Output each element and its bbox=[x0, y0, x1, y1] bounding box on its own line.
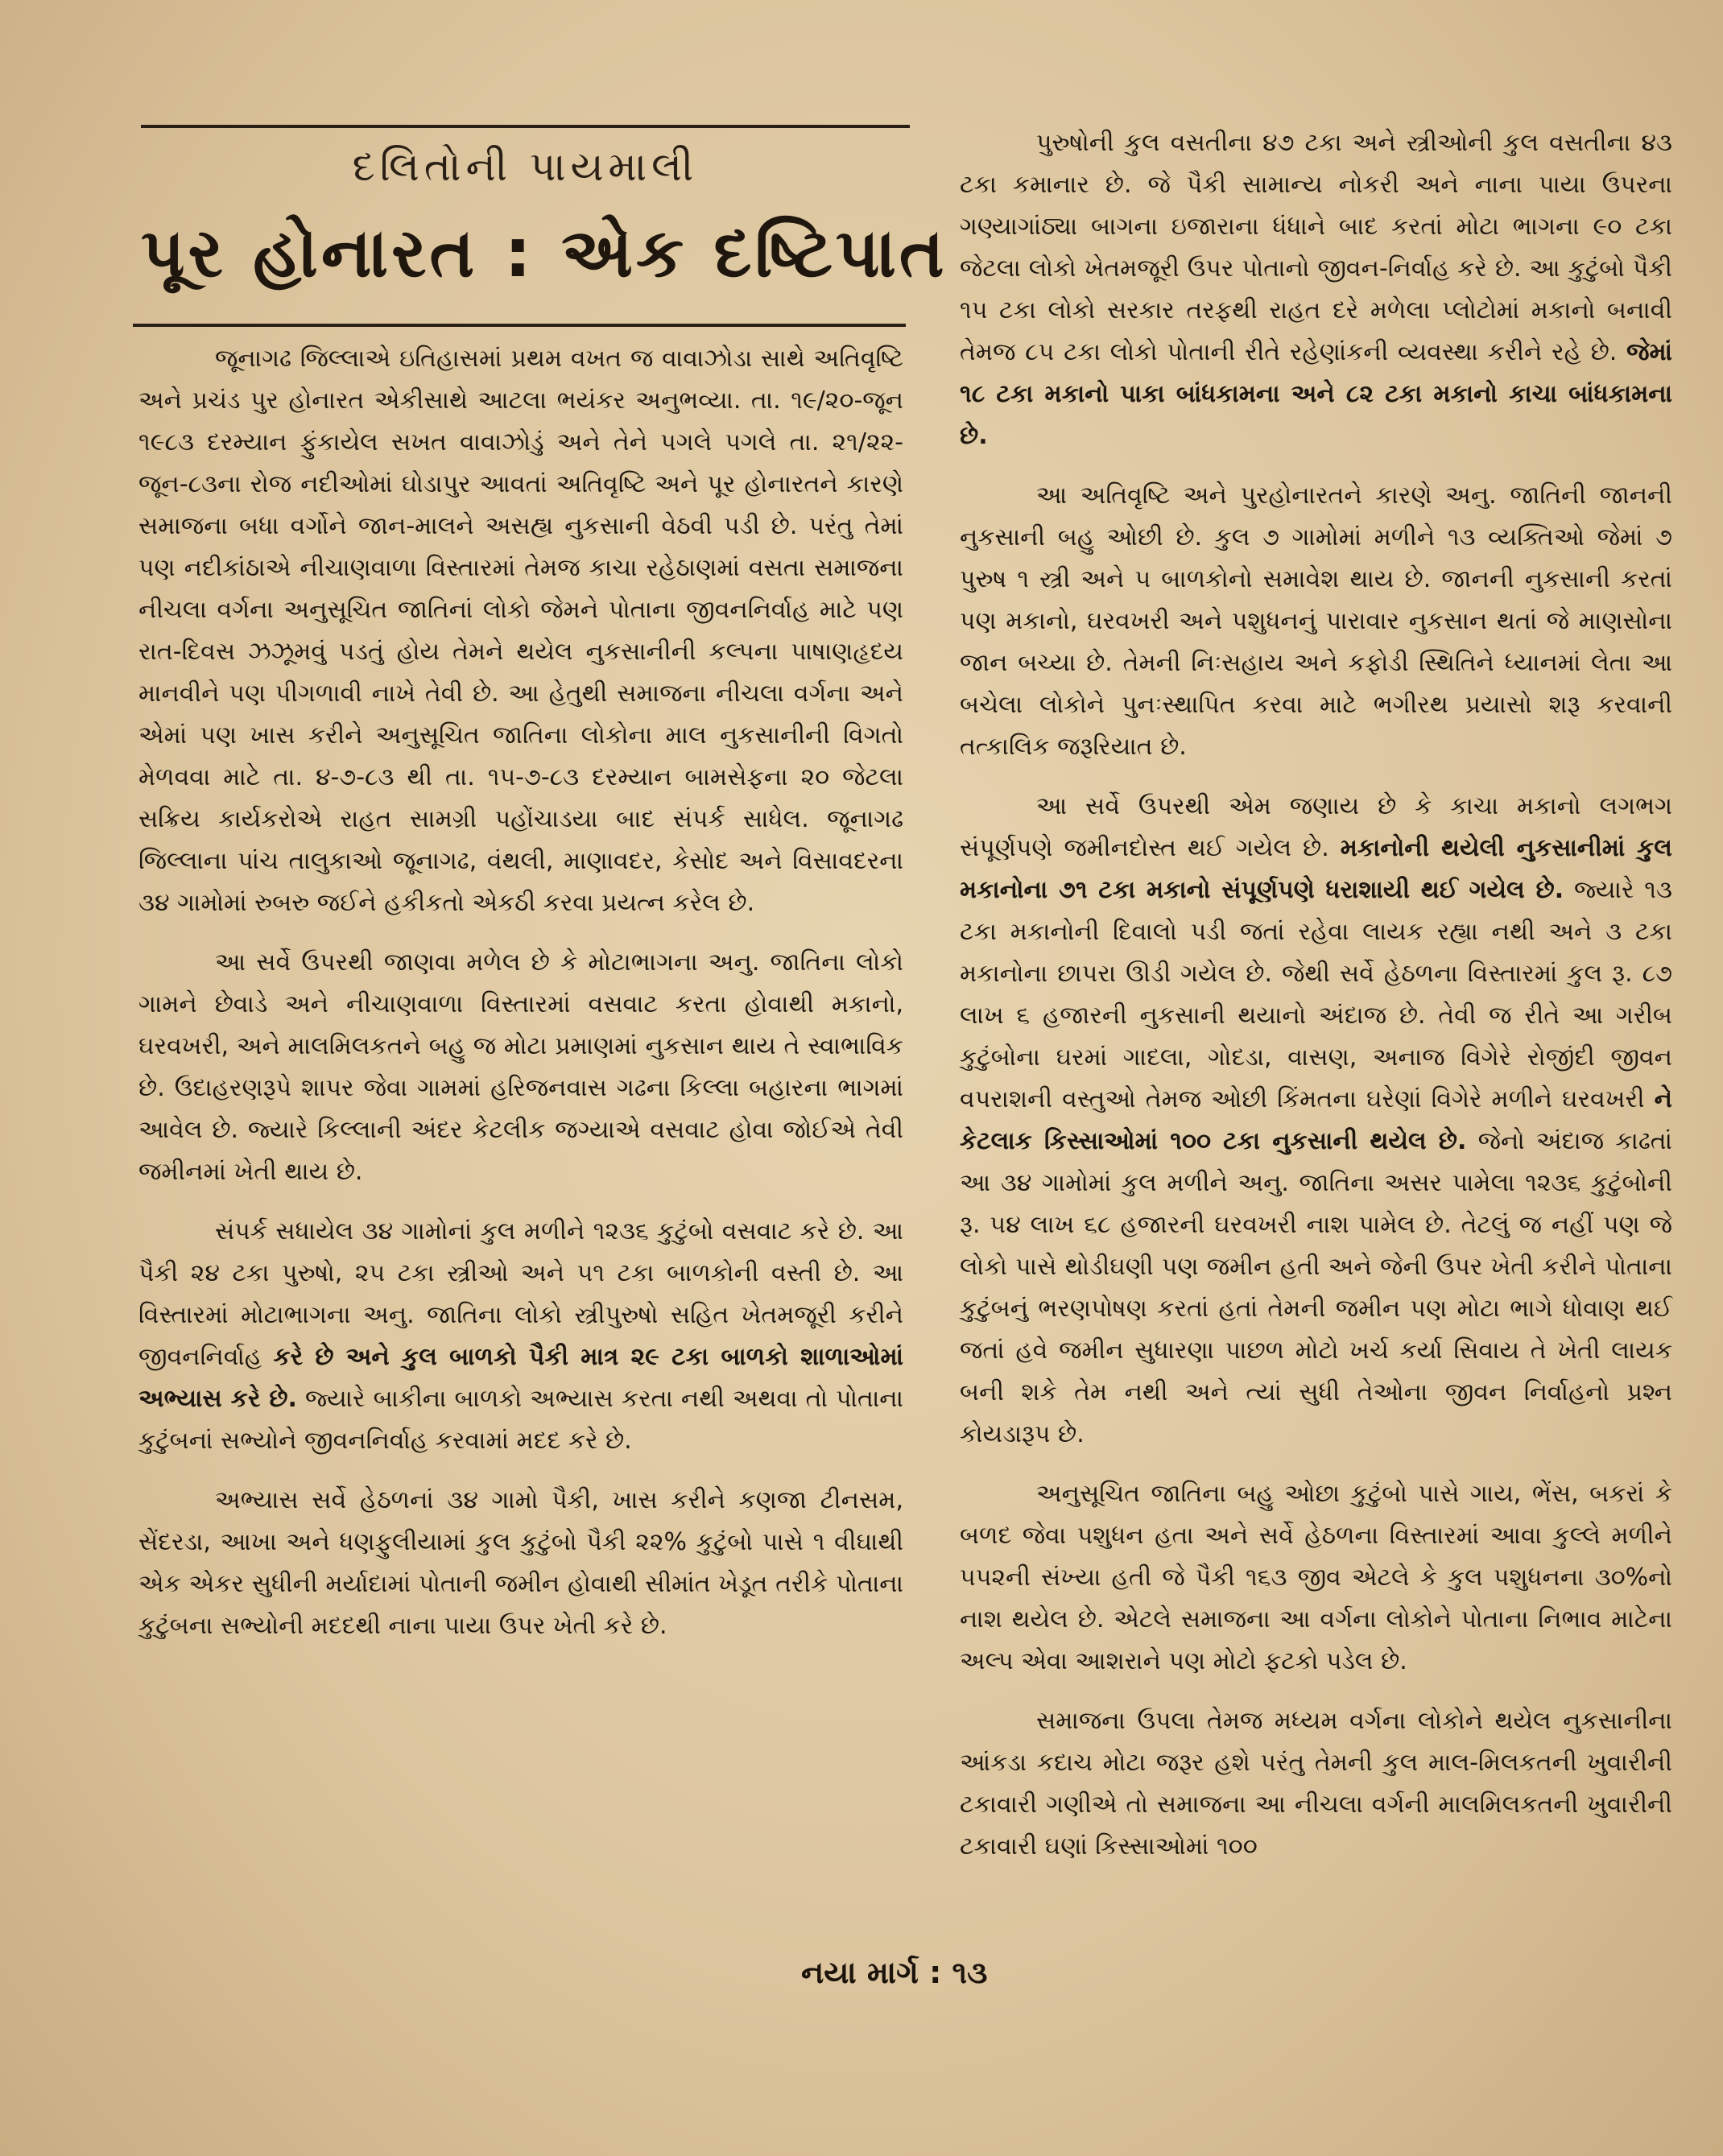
right-p3-bold2: ને કેટલાક કિસ્સાઓમાં ૧૦૦ ટકા નુકસાની થયેલ છે. bbox=[960, 1085, 1673, 1155]
right-p3-a: આ સર્વે ઉપરથી એમ જણાય છે કે કાચા મકાનો લગભગ સંપૂર્ણપણે જમીનદોસ્ત થઈ ગયેલ છે. bbox=[960, 792, 1672, 862]
right-paragraph-3 bbox=[960, 786, 1672, 1456]
left-paragraph-3 bbox=[138, 1211, 903, 1462]
page-footer: નયા માર્ગ : ૧૩ bbox=[801, 1955, 988, 1990]
right-p1-text: પુરુષોની કુલ વસતીના ૪૭ ટકા અને સ્ત્રીઓની કુલ વસતીના ૪૩ ટકા કમાનાર છે. જે પૈકી સામાન્ય નોકરી અને નાના પાયા ઉપરના ગણ્યાગાંઠ્યા બાગના ઇજારાના ધંધાને બાદ કરતાં મોટા ભાગના ૯૦ ટકા જેટલા લોકો ખેતમજૂરી ઉપર પોતાનો જીવન-નિર્વાહ કરે છે. આ કુટુંબો પૈકી ૧૫ ટકા લોકો સરકાર તરફથી રાહત દરે મળેલા પ્લોટોમાં મકાનો બનાવી તેમજ ૮૫ ટકા લોકો પોતાની રીતે રહેણાંકની વ્યવસ્થા કરીને રહે છે. bbox=[960, 129, 1672, 366]
right-column bbox=[960, 122, 1672, 1885]
right-p3-b: જ્યારે ૧૩ ટકા મકાનોની દિવાલો પડી જતાં રહેવા લાયક રહ્યા નથી અને ૩ ટકા મકાનોના છાપરા ઊડી ગયેલ છે. જેથી સર્વે હેઠળના વિસ્તારમાં કુલ રૂ. ૮૭ લાખ ૬ હજારની નુકસાની થયાનો અંદાજ છે. તેવી જ રીતે આ ગરીબ કુટુંબોના ઘરમાં ગાદલા, ગોદડા, વાસણ, અનાજ વિગેરે રોજીંદી જીવન વપરાશની વસ્તુઓ તેમજ ઓછી કિંમતના ઘરેણાં વિગેરે મળીને ઘરવખરી bbox=[960, 876, 1672, 1113]
article-kicker: દલિતોની પાયમાલી bbox=[352, 143, 699, 190]
left-column bbox=[138, 338, 903, 1665]
left-paragraph-4: અભ્યાસ સર્વે હેઠળનાં ૩૪ ગામો પૈકી, ખાસ કરીને કણજા ટીનસમ, સેંદરડા, આખા અને ધણફુલીયામાં કુલ કુટુંબો પૈકી ૨૨% કુટુંબો પાસે ૧ વીઘાથી એક એકર સુધીની મર્યાદામાં પોતાની જમીન હોવાથી સીમાંત ખેડૂત તરીકે પોતાના કુટુંબના સભ્યોની મદદથી નાના પાયા ઉપર ખેતી કરે છે. bbox=[138, 1486, 903, 1640]
right-paragraph-1 bbox=[960, 122, 1672, 457]
header-rule-bottom bbox=[133, 324, 906, 327]
left-p3-text: સંપર્ક સધાયેલ ૩૪ ગામોનાં કુલ મળીને ૧૨૩૬ કુટુંબો વસવાટ કરે છે. આ પૈકી ૨૪ ટકા પુરુષો, ૨૫ ટકા સ્ત્રીઓ અને ૫૧ ટકા બાળકોની વસ્તી છે. આ વિસ્તારમાં મોટાભાગના અનુ. જાતિના લોકો સ્ત્રીપુરુષો સહિત ખેતમજૂરી કરીને જીવનનિર્વાહ bbox=[138, 1217, 903, 1371]
right-paragraph-5: સમાજના ઉપલા તેમજ મધ્યમ વર્ગના લોકોને થયેલ નુકસાનીના આંકડા કદાચ મોટા જરૂર હશે પરંતુ તેમની કુલ માલ-મિલકતની ખુવારીની ટકાવારી ગણીએ તો સમાજના આ નીચલા વર્ગની માલમિલકતની ખુવારીની ટકાવારી ઘણાં કિસ્સાઓમાં ૧૦૦ bbox=[960, 1707, 1672, 1861]
right-p3-bold: મકાનોની થયેલી નુકસાનીમાં કુલ મકાનોના ૭૧ ટકા મકાનો સંપૂર્ણપણે ધરાશાયી થઈ ગયેલ છે. bbox=[960, 834, 1672, 904]
right-p1-bold: જેમાં ૧૮ ટકા મકાનો પાકા બાંધકામના અને ૮૨ ટકા મકાનો કાચા બાંધકામના છે. bbox=[960, 338, 1672, 450]
article-headline: પૂર હોનારત : એક દષ્ટિપાત bbox=[141, 213, 948, 292]
right-p3-c: જેનો અંદાજ કાઢતાં આ ૩૪ ગામોમાં કુલ મળીને અનુ. જાતિના અસર પામેલા ૧૨૩૬ કુટુંબોની રૂ. ૫૪ લાખ ૬૮ હજારની ઘરવખરી નાશ પામેલ છે. તેટલું જ નહીં પણ જે લોકો પાસે થોડીઘણી પણ જમીન હતી અને જેની ઉપર ખેતી કરીને પોતાના કુટુંબનું ભરણપોષણ કરતાં હતાં તેમની જમીન પણ મોટા ભાગે ધોવાણ થઈ જતાં હવે જમીન સુધારણા પાછળ મોટો ખર્ચ કર્યા સિવાય તે ખેતી લાયક બની શકે તેમ નથી અને ત્યાં સુધી તેઓના જીવન નિર્વાહનો પ્રશ્ન કોયડારૂપ છે. bbox=[960, 1127, 1673, 1448]
right-paragraph-4: અનુસૂચિત જાતિના બહુ ઓછા કુટુંબો પાસે ગાય, ભેંસ, બકરાં કે બળદ જેવા પશુધન હતા અને સર્વે હેઠળના વિસ્તારમાં આવા કુલ્લે મળીને ૫૫૨ની સંખ્યા હતી જે પૈકી ૧૬૩ જીવ એટલે કે કુલ પશુધનના ૩૦%નો નાશ થયેલ છે. એટલે સમાજના આ વર્ગના લોકોને પોતાના નિભાવ માટેના અલ્પ એવા આશરાને પણ મોટો ફટકો પડેલ છે. bbox=[960, 1480, 1672, 1675]
left-p3-tail: જ્યારે બાકીના બાળકો અભ્યાસ કરતા નથી અથવા તો પોતાના કુટુંબનાં સભ્યોને જીવનનિર્વાહ કરવામાં મદદ કરે છે. bbox=[138, 1385, 903, 1455]
left-p3-bold: કરે છે અને કુલ બાળકો પૈકી માત્ર ૨૯ ટકા બાળકો શાળાઓમાં અભ્યાસ કરે છે. bbox=[138, 1343, 903, 1413]
right-paragraph-2: આ અતિવૃષ્ટિ અને પુરહોનારતને કારણે અનુ. જાતિની જાનની નુકસાની બહુ ઓછી છે. કુલ ૭ ગામોમાં મળીને ૧૩ વ્યક્તિઓ જેમાં ૭ પુરુષ ૧ સ્ત્રી અને ૫ બાળકોનો સમાવેશ થાય છે. જાનની નુકસાની કરતાં પણ મકાનો, ઘરવખરી અને પશુધનનું પારાવાર નુકસાન થતાં જે માણસોના જાન બચ્યા છે. તેમની નિઃસહાય અને કફોડી સ્થિતિને ધ્યાનમાં લેતા આ બચેલા લોકોને પુનઃસ્થાપિત કરવા માટે ભગીરથ પ્રયાસો શરૂ કરવાની તત્કાલિક જરૂરિયાત છે. bbox=[960, 481, 1672, 761]
header-rule-top bbox=[141, 125, 910, 128]
left-paragraph-1: જૂનાગઢ જિલ્લાએ ઇતિહાસમાં પ્રથમ વખત જ વાવાઝોડા સાથે અતિવૃષ્ટિ અને પ્રચંડ પુર હોનારત એકીસાથે આટલા ભયંકર અનુભવ્યા. તા. ૧૯/૨૦-જૂન ૧૯૮૩ દરમ્યાન ફુંકાયેલ સખત વાવાઝોડું અને તેને પગલે પગલે તા. ૨૧/૨૨-જૂન-૮૩ના રોજ નદીઓમાં ઘોડાપુર આવતાં અતિવૃષ્ટિ અને પૂર હોનારતને કારણે સમાજના બધા વર્ગોને જાન-માલને અસહ્ય નુકસાની વેઠવી પડી છે. પરંતુ તેમાં પણ નદીકાંઠાએ નીચાણવાળા વિસ્તારમાં તેમજ કાચા રહેઠાણમાં વસતા સમાજના નીચલા વર્ગના અનુસૂચિત જાતિનાં લોકો જેમને પોતાના જીવનનિર્વાહ માટે પણ રાત-દિવસ ઝઝૂમવું પડતું હોય તેમને થયેલ નુકસાનીની કલ્પના પાષાણહૃદય માનવીને પણ પીગળાવી નાખે તેવી છે. આ હેતુથી સમાજના નીચલા વર્ગના અને એમાં પણ ખાસ કરીને અનુસૂચિત જાતિના લોકોના માલ નુકસાનીની વિગતો મેળવવા માટે તા. ૪-૭-૮૩ થી તા. ૧૫-૭-૮૩ દરમ્યાન બામસેફના ૨૦ જેટલા સક્રિય કાર્યકરોએ રાહત સામગ્રી પહોંચાડયા બાદ સંપર્ક સાધેલ. જૂનાગઢ જિલ્લાના પાંચ તાલુકાઓ જૂનાગઢ, વંથલી, માણાવદર, કેસોદ અને વિસાવદરના ૩૪ ગામોમાં રુબરુ જઈને હકીકતો એકઠી કરવા પ્રયત્ન કરેલ છે. bbox=[138, 345, 903, 917]
left-paragraph-2: આ સર્વે ઉપરથી જાણવા મળેલ છે કે મોટાભાગના અનુ. જાતિના લોકો ગામને છેવાડે અને નીચાણવાળા વિસ્તારમાં વસવાટ કરતા હોવાથી મકાનો, ઘરવખરી, અને માલમિલકતને બહુ જ મોટા પ્રમાણમાં નુકસાન થાય તે સ્વાભાવિક છે. ઉદાહરણરૂપે શાપર જેવા ગામમાં હરિજનવાસ ગઢના કિલ્લા બહારના ભાગમાં આવેલ છે. જ્યારે કિલ્લાની અંદર કેટલીક જગ્યાએ વસવાટ હોવા જોઈએ તેવી જમીનમાં ખેતી થાય છે. bbox=[138, 948, 903, 1186]
